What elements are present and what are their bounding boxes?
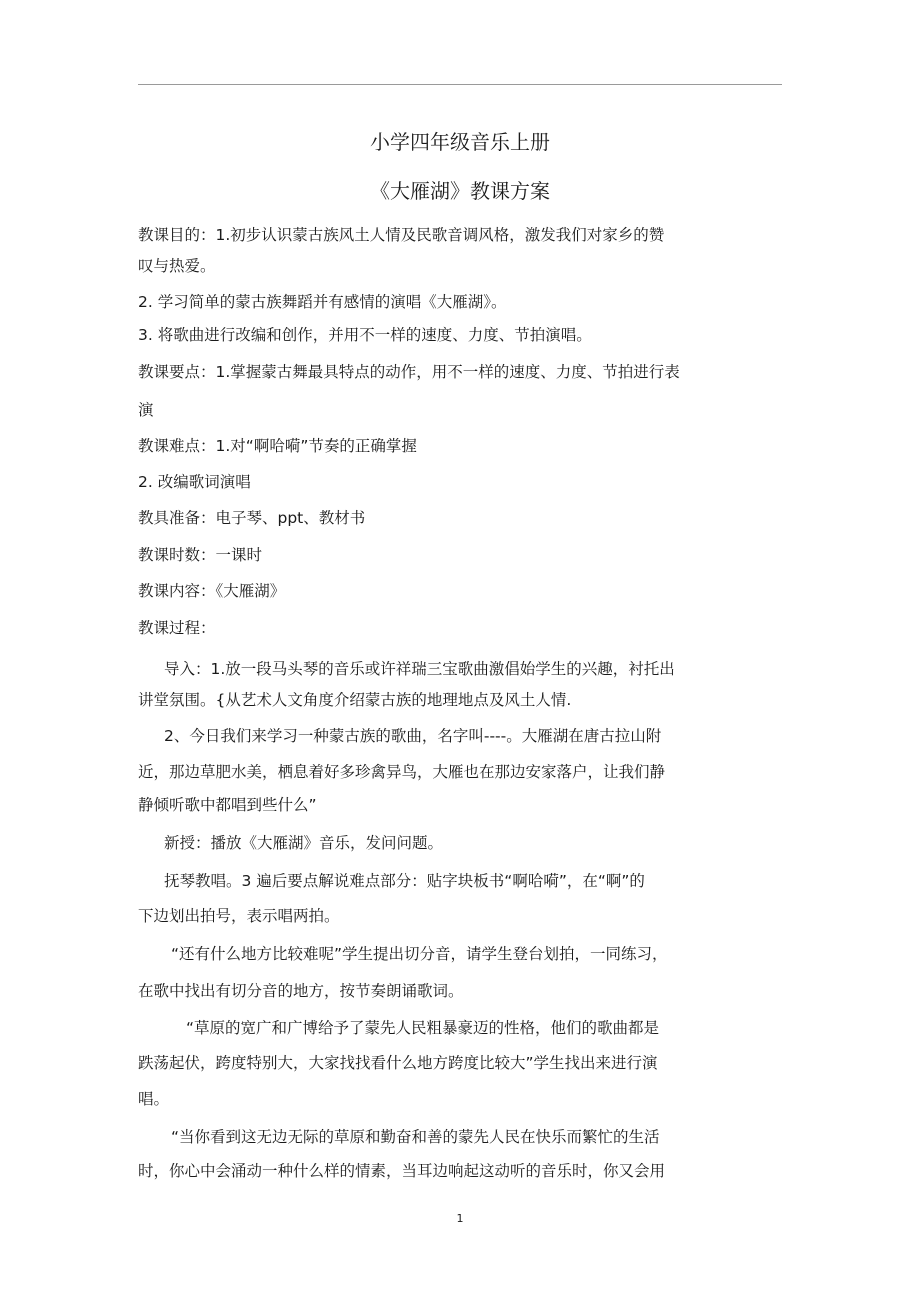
paragraph-line: 教课难点：1.对“啊哈嗬”节奏的正确掌握 <box>138 437 417 455</box>
paragraph-line: 教课内容：《大雁湖》 <box>138 582 286 600</box>
paragraph-line: 新授：播放《大雁湖》音乐，发问问题。 <box>164 834 444 852</box>
document-title: 小学四年级音乐上册 <box>370 130 550 154</box>
paragraph-line: 教课要点：1.掌握蒙古舞最具特点的动作，用不一样的速度、力度、节拍进行表 <box>138 363 680 381</box>
paragraph-line: “草原的宽广和广博给予了蒙先人民粗暴豪迈的性格，他们的歌曲都是 <box>186 1019 660 1037</box>
document-subtitle: 《大雁湖》教课方案 <box>370 179 550 203</box>
paragraph-line: 教课过程： <box>138 619 216 637</box>
header-rule <box>138 84 782 85</box>
paragraph-line: 教课时数：一课时 <box>138 546 263 564</box>
paragraph-line: 导入：1.放一段马头琴的音乐或许祥瑞三宝歌曲激倡始学生的兴趣，衬托出 <box>164 660 675 678</box>
paragraph-line: 跌荡起伏，跨度特别大，大家找找看什么地方跨度比较大”学生找出来进行演 <box>138 1054 658 1072</box>
paragraph-line: “当你看到这无边无际的草原和勤奋和善的蒙先人民在快乐而繁忙的生活 <box>171 1128 660 1146</box>
paragraph-line: 静倾听歌中都唱到些什么” <box>138 796 317 814</box>
paragraph-line: 在歌中找出有切分音的地方，按节奏朗诵歌词。 <box>138 982 464 1000</box>
paragraph-line: 3. 将歌曲进行改编和创作，并用不一样的速度、力度、节拍演唱。 <box>138 326 592 344</box>
paragraph-line: 唱。 <box>138 1090 170 1108</box>
paragraph-line: 下边划出拍号，表示唱两拍。 <box>138 907 340 925</box>
paragraph-line: 演 <box>138 401 154 419</box>
paragraph-line: 时，你心中会涌动一种什么样的情素，当耳边响起这动听的音乐时，你又会用 <box>138 1162 666 1180</box>
paragraph-line: 2. 改编歌词演唱 <box>138 473 251 491</box>
paragraph-line: 2. 学习简单的蒙古族舞蹈并有感情的演唱《大雁湖》。 <box>138 293 507 311</box>
paragraph-line: 讲堂氛围。{从艺术人文角度介绍蒙古族的地理地点及风土人情. <box>138 691 572 709</box>
paragraph-line: 叹与热爱。 <box>138 257 216 275</box>
paragraph-line: 抚琴教唱。3 遍后要点解说难点部分：贴字块板书“啊哈嗬”，在“啊”的 <box>164 872 645 890</box>
paragraph-line: 教课目的：1.初步认识蒙古族风土人情及民歌音调风格，激发我们对家乡的赞 <box>138 226 665 244</box>
paragraph-line: 教具准备：电子琴、ppt、教材书 <box>138 509 366 527</box>
paragraph-line: “还有什么地方比较难呢”学生提出切分音，请学生登台划拍，一同练习， <box>171 945 668 963</box>
paragraph-line: 近，那边草肥水美，栖息着好多珍禽异鸟，大雁也在那边安家落户，让我们静 <box>138 763 666 781</box>
paragraph-line: 2、今日我们来学习一种蒙古族的歌曲，名字叫----。大雁湖在唐古拉山附 <box>164 727 662 745</box>
page-number: 1 <box>456 1212 464 1225</box>
